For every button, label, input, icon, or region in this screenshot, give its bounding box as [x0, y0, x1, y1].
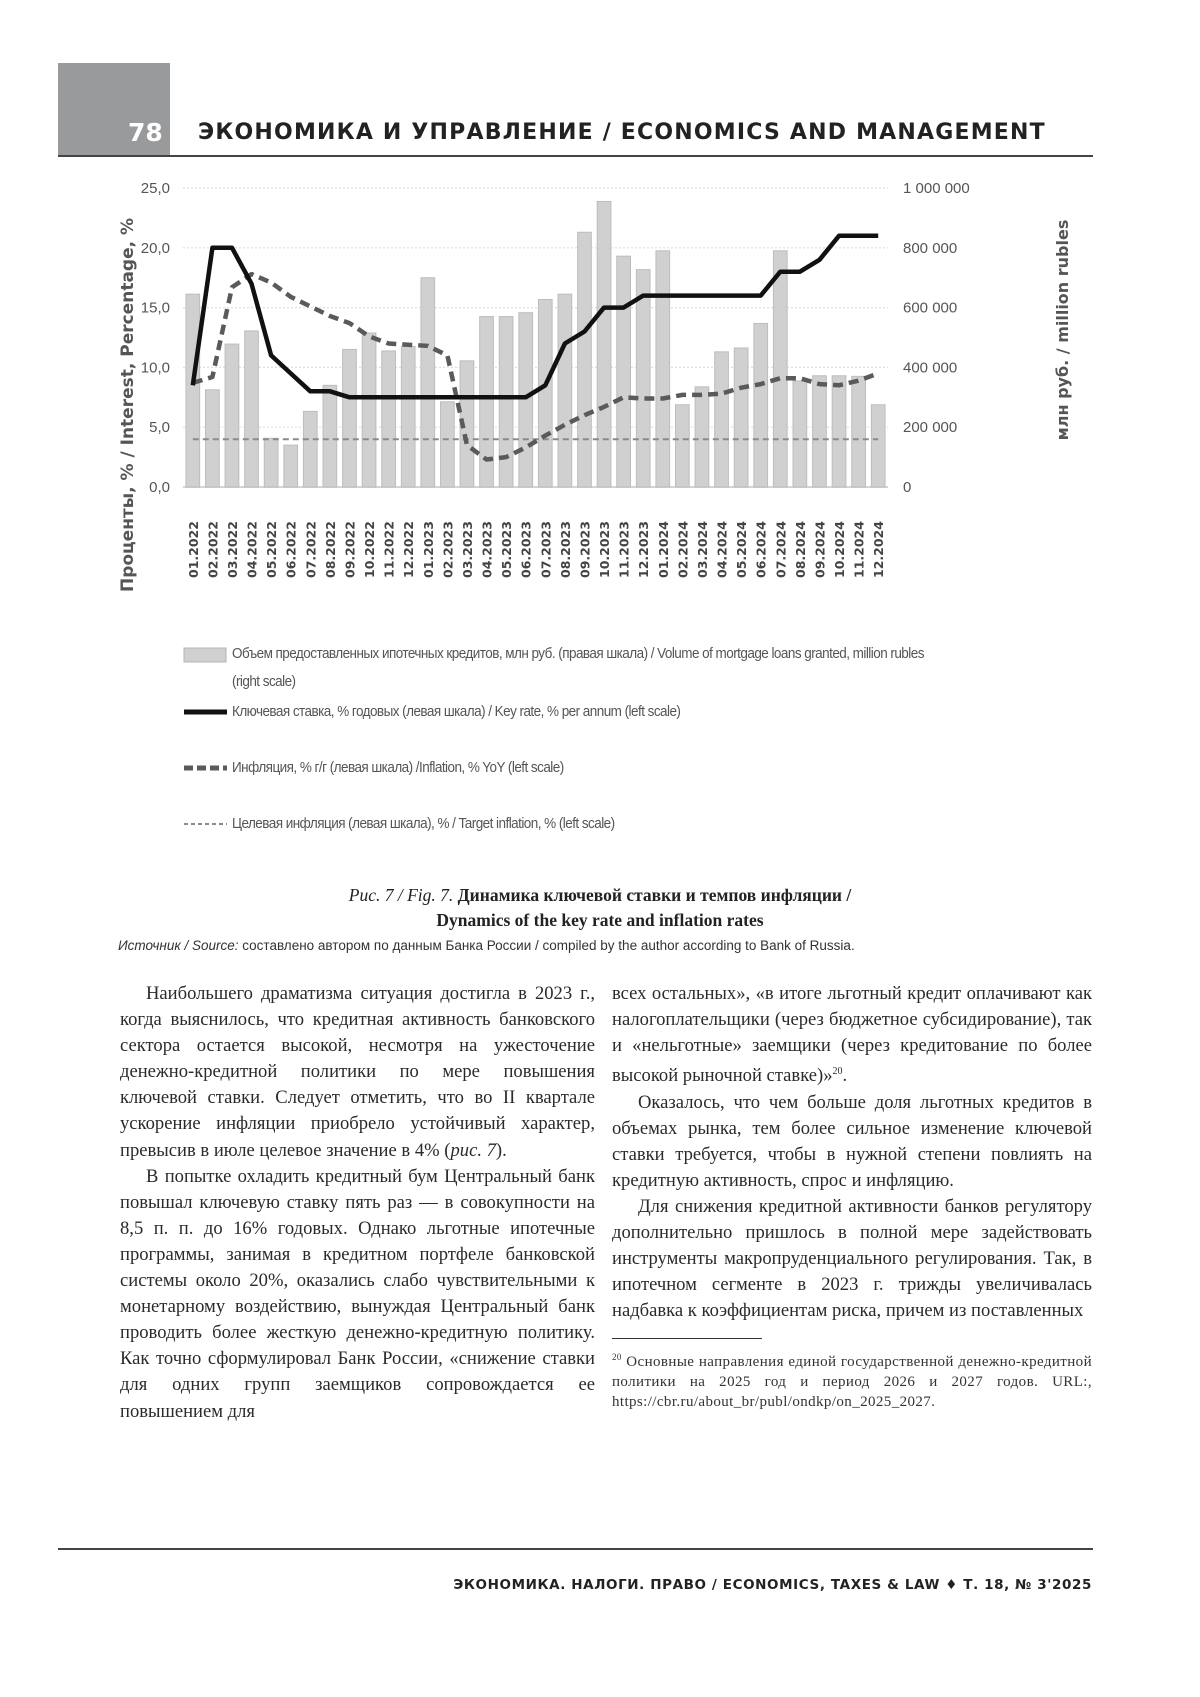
figure-source	[118, 938, 855, 953]
svg-text:04.2023: 04.2023	[479, 521, 495, 578]
footer-divider	[58, 1548, 1093, 1550]
paragraph: Для снижения кредитной активности банков регулятору дополнительно пришлось в полной мере задействовать инструменты макропруденциального регулирования. Так, в ипотечном сегменте в 2023 г. трижды увеличивалась надбавка к коэффициентам риска, причем из поставленных	[612, 1195, 1092, 1322]
paragraph: Наибольшего драматизма ситуация достигла в 2023 г., когда выяснилось, что кредитная активность банковского сектора остается высокой, несмотря на ужесточение денежно-кредитной политики по мере повышения ключевой ставки. Следует отметить, что во II квартале ускорение инфляции приобрело устойчивый характер, превысив в июле целевое значение в 4% (рис. 7).	[120, 983, 595, 1161]
svg-text:0,0: 0,0	[149, 479, 170, 496]
legend-key-rate-label: Ключевая ставка, % годовых (левая шкала) / Key rate, % per annum (left scale)	[232, 703, 681, 720]
header-divider	[58, 155, 1093, 157]
svg-text:20,0: 20,0	[140, 239, 170, 257]
svg-text:05.2023: 05.2023	[499, 521, 515, 578]
svg-text:06.2023: 06.2023	[518, 521, 534, 578]
bar-swatch-icon	[183, 640, 228, 668]
figure-caption	[0, 883, 1200, 933]
paragraph: В попытке охладить кредитный бум Центральный банк повышал ключевую ставку пять раз — в совокупности на 8,5 п. п. до 16% годовых. Однако льготные ипотечные программы, занимая в кредитном портфеле банковской системы около 20%, оказались слабо чувствительными к монетарному воздействию, вынуждая Центральный банк проводить более жесткую денежно-кредитную политику. Как точно сформулировал Банк России, «снижение ставки для одних групп заемщиков сопровождается ее повышением для	[120, 1165, 595, 1422]
footnote-text: Основные направления единой государственной денежно-кредитной политики на 2025 год и период 2026 и 2027 годов. URL:, https://cbr.ru/about_br/publ/ondkp/on_2025_2027.	[612, 1354, 1092, 1411]
x-axis-ticks	[186, 521, 886, 578]
figure-title-ru: Динамика ключевой ставки и темпов инфляции /	[457, 885, 852, 905]
right-axis-title: млн руб. / million rubles	[1053, 219, 1072, 441]
svg-text:11.2022: 11.2022	[381, 521, 397, 578]
svg-text:10.2024: 10.2024	[832, 521, 847, 578]
svg-text:600 000: 600 000	[903, 299, 958, 317]
legend-volume-label-cont: (right scale)	[232, 673, 296, 690]
figure-label: Рис. 7 / Fig. 7.	[348, 885, 454, 905]
left-axis-title: Проценты, % / Interest, Percentage, %	[118, 217, 138, 593]
paragraph: Оказалось, что чем больше доля льготных кредитов в объемах рынка, тем более сильное изменение ключевой ставки требуется, чтобы в нужной степени повлиять на кредитную активность, спрос и инфляцию.	[612, 1091, 1092, 1191]
svg-text:10.2023: 10.2023	[597, 521, 612, 578]
journal-footer	[453, 1577, 1092, 1593]
paragraph: всех остальных», «в итоге льготный кредит оплачивают как налогоплательщики (через бюджетное субсидирование), так и «нельготные» заемщики (через кредитование по более высокой рыночной ставке)»$^{20}$.	[612, 983, 1092, 1087]
dotted-line-swatch-icon	[183, 810, 228, 838]
svg-text:03.2022: 03.2022	[225, 521, 240, 578]
svg-text:08.2024: 08.2024	[792, 521, 808, 578]
svg-text:800 000: 800 000	[903, 239, 958, 257]
svg-text:07.2022: 07.2022	[303, 521, 319, 578]
svg-text:05.2022: 05.2022	[264, 521, 280, 578]
footnote-divider	[612, 1338, 762, 1339]
footnote	[612, 1347, 1092, 1412]
body-column-right	[612, 981, 1092, 1412]
svg-text:06.2024: 06.2024	[753, 521, 769, 578]
svg-text:25,0: 25,0	[140, 180, 170, 197]
svg-text:10.2022: 10.2022	[362, 521, 377, 578]
legend-target-label: Целевая инфляция (левая шкала), % / Target inflation, % (left scale)	[232, 815, 615, 832]
svg-text:02.2024: 02.2024	[675, 521, 691, 578]
source-label: Источник / Source:	[118, 938, 239, 953]
svg-text:400 000: 400 000	[903, 359, 958, 377]
svg-text:05.2024: 05.2024	[734, 521, 750, 578]
footnote-marker[interactable]: 20	[832, 1066, 843, 1078]
svg-text:06.2022: 06.2022	[283, 521, 299, 578]
svg-text:07.2023: 07.2023	[538, 521, 554, 578]
svg-text:09.2022: 09.2022	[342, 521, 358, 578]
svg-text:5,0: 5,0	[149, 419, 170, 437]
svg-text:01.2023: 01.2023	[420, 521, 436, 578]
svg-text:02.2023: 02.2023	[440, 521, 456, 578]
legend-volume-label: Объем предоставленных ипотечных кредитов, млн руб. (правая шкала) / Volume of mortgage loans granted, million rubles	[232, 645, 924, 662]
dashed-line-swatch-icon	[183, 754, 228, 782]
svg-text:11.2024: 11.2024	[851, 521, 867, 578]
svg-text:10,0: 10,0	[140, 359, 170, 377]
svg-text:04.2022: 04.2022	[244, 521, 260, 578]
legend-item-target	[183, 810, 657, 838]
solid-line-swatch-icon	[183, 698, 228, 726]
svg-text:01.2024: 01.2024	[655, 521, 671, 578]
diamond-icon: ♦	[945, 1577, 958, 1593]
svg-text:12.2023: 12.2023	[636, 521, 652, 578]
legend-item-key-rate	[183, 698, 730, 726]
svg-text:12.2022: 12.2022	[401, 521, 417, 578]
svg-text:04.2024: 04.2024	[714, 521, 730, 578]
svg-text:03.2023: 03.2023	[460, 521, 475, 578]
svg-text:0: 0	[903, 479, 912, 496]
legend-item-inflation	[183, 754, 601, 782]
issue-info: Т. 18, № 3'2025	[963, 1577, 1092, 1593]
source-text: составлено автором по данным Банка России / compiled by the author according to Bank of Russia.	[242, 938, 855, 953]
svg-text:15,0: 15,0	[140, 299, 170, 317]
svg-text:09.2024: 09.2024	[812, 521, 828, 578]
svg-text:08.2023: 08.2023	[557, 521, 573, 578]
section-title: ЭКОНОМИКА И УПРАВЛЕНИЕ / ECONOMICS AND MANAGEMENT	[198, 120, 1046, 145]
footnote-number: 20	[612, 1352, 622, 1363]
svg-text:08.2022: 08.2022	[322, 521, 338, 578]
legend-inflation-label: Инфляция, % г/г (левая шкала) /Inflation, % YoY (left scale)	[232, 759, 564, 776]
right-axis-ticks	[903, 180, 970, 496]
page-number: 78	[128, 118, 163, 147]
svg-text:200 000: 200 000	[903, 419, 958, 437]
key-rate-inflation-chart	[0, 170, 1200, 640]
legend-item-volume	[183, 640, 1001, 696]
svg-text:03.2024: 03.2024	[695, 521, 710, 578]
svg-text:09.2023: 09.2023	[577, 521, 593, 578]
svg-text:1 000 000: 1 000 000	[903, 180, 970, 197]
body-column-left	[120, 981, 595, 1425]
svg-text:12.2024: 12.2024	[871, 521, 887, 578]
left-axis-ticks	[141, 180, 170, 496]
svg-text:07.2024: 07.2024	[773, 521, 789, 578]
svg-text:02.2022: 02.2022	[205, 521, 221, 578]
svg-text:01.2022: 01.2022	[185, 521, 201, 578]
figure-reference: рис. 7	[450, 1139, 496, 1161]
svg-text:11.2023: 11.2023	[616, 521, 632, 578]
journal-name: ЭКОНОМИКА. НАЛОГИ. ПРАВО / ECONOMICS, TAXES & LAW	[453, 1577, 940, 1593]
figure-title-en: Dynamics of the key rate and inflation rates	[436, 910, 764, 930]
